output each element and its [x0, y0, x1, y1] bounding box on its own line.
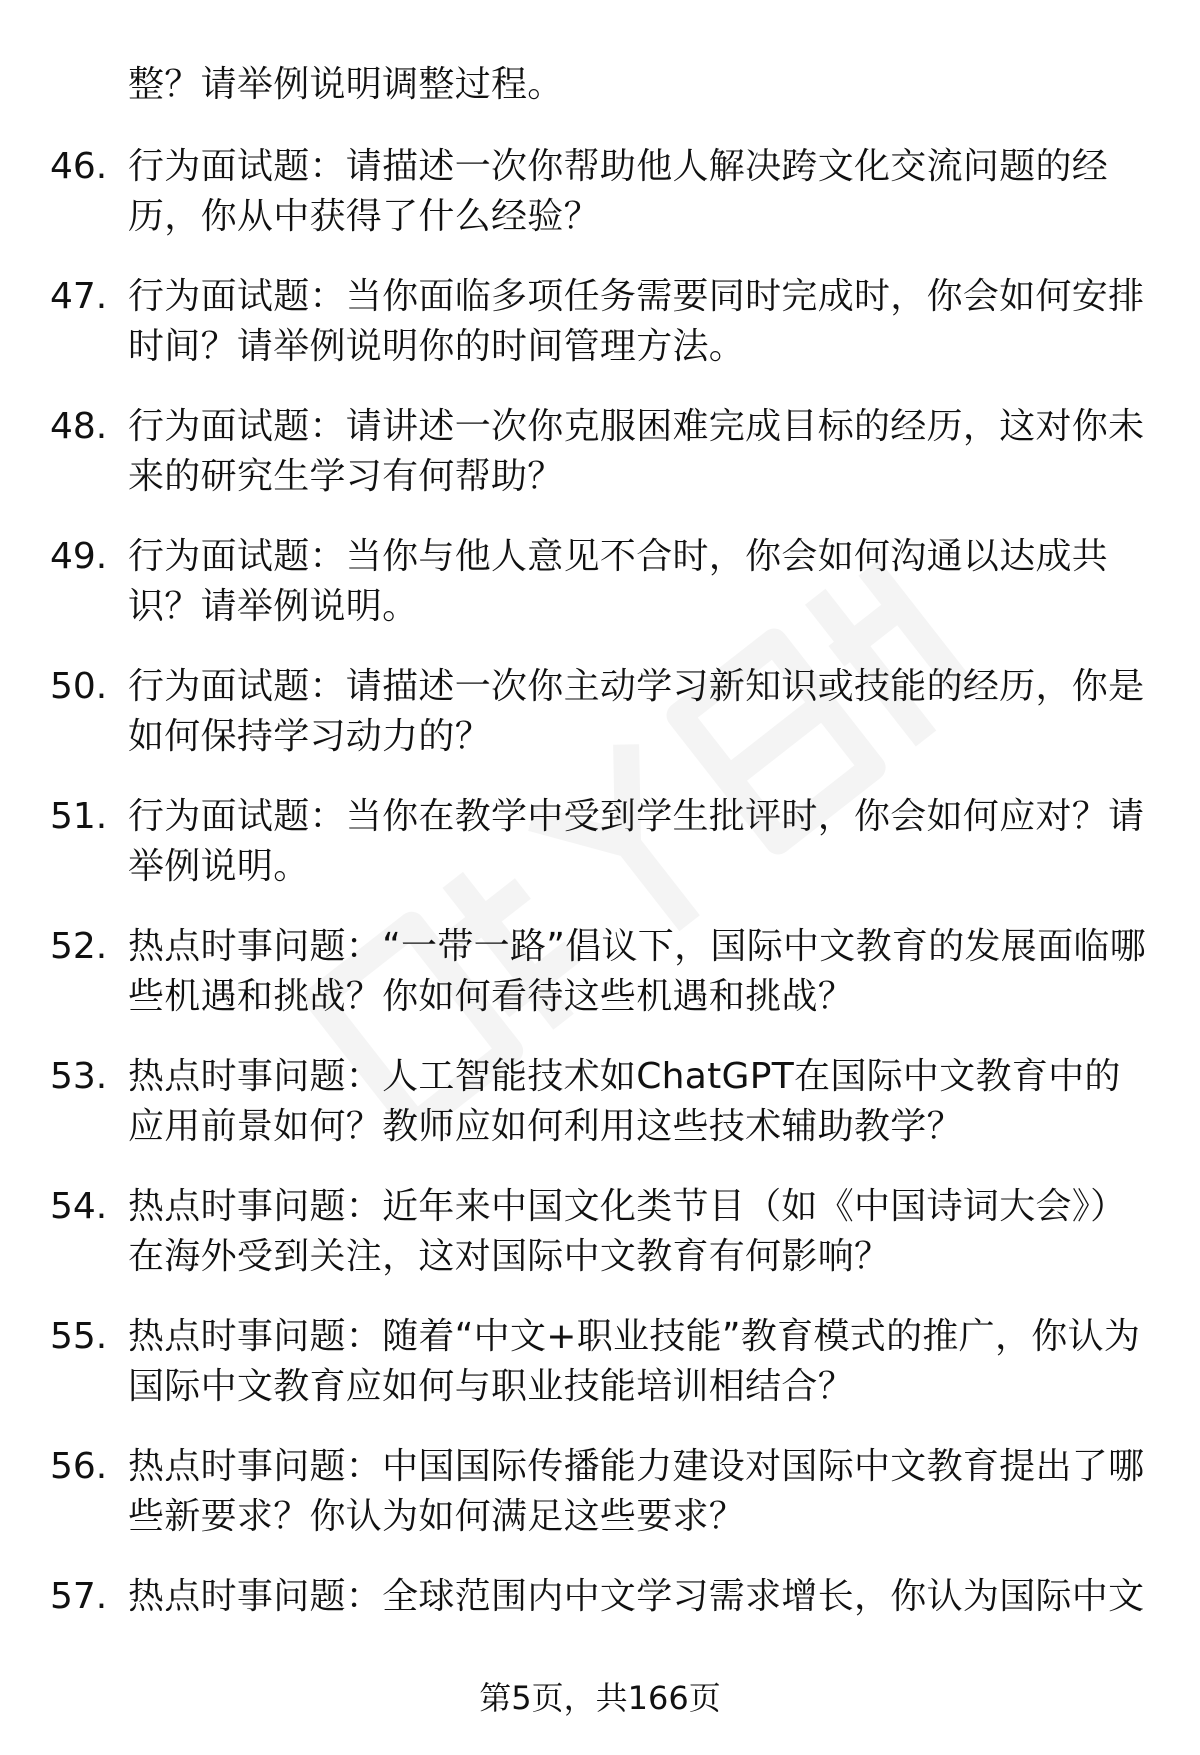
question-text: 行为面试题：当你在教学中受到学生批评时，你会如何应对？请举例说明。: [128, 796, 1145, 887]
question-number: 54.: [50, 1186, 108, 1227]
question-text: 热点时事问题：人工智能技术如ChatGPT在国际中文教育中的应用前景如何？教师应如何利用这些技术辅助教学？: [128, 1056, 1121, 1147]
question-number: 51.: [50, 796, 108, 837]
question-text: 行为面试题：请描述一次你主动学习新知识或技能的经历，你是如何保持学习动力的？: [128, 666, 1145, 757]
question-item: [0, 1182, 1200, 1312]
question-item: [0, 1052, 1200, 1182]
question-list: [0, 142, 1200, 1702]
question-item: [0, 792, 1200, 922]
question-number: 48.: [50, 406, 108, 447]
question-item: [0, 532, 1200, 662]
question-item: [0, 1312, 1200, 1442]
question-item: [0, 402, 1200, 532]
question-item: [0, 662, 1200, 792]
question-number: 50.: [50, 666, 108, 707]
page-footer: 第5页，共166页: [479, 1679, 721, 1717]
question-number: 52.: [50, 926, 108, 967]
question-text: 行为面试题：请讲述一次你克服困难完成目标的经历，这对你未来的研究生学习有何帮助？: [128, 406, 1145, 497]
question-text: 行为面试题：请描述一次你帮助他人解决跨文化交流问题的经历，你从中获得了什么经验？: [128, 146, 1109, 237]
question-text: 热点时事问题：随着“中文+职业技能”教育模式的推广，你认为国际中文教育应如何与职业技能培训相结合？: [128, 1316, 1141, 1407]
question-text: 热点时事问题：中国国际传播能力建设对国际中文教育提出了哪些新要求？你认为如何满足这些要求？: [128, 1446, 1145, 1537]
question-item: [0, 142, 1200, 272]
question-text: 热点时事问题：“一带一路”倡议下，国际中文教育的发展面临哪些机遇和挑战？你如何看待这些机遇和挑战？: [128, 926, 1147, 1017]
question-number: 55.: [50, 1316, 108, 1357]
question-item: [0, 922, 1200, 1052]
question-text: 行为面试题：当你面临多项任务需要同时完成时，你会如何安排时间？请举例说明你的时间管理方法。: [128, 276, 1145, 367]
question-number: 49.: [50, 536, 108, 577]
question-number: 57.: [50, 1576, 108, 1617]
question-number: 47.: [50, 276, 108, 317]
question-text: 热点时事问题：全球范围内中文学习需求增长，你认为国际中文: [128, 1576, 1145, 1617]
question-item: [0, 1442, 1200, 1572]
question-number: 53.: [50, 1056, 108, 1097]
question-number: 46.: [50, 146, 108, 187]
continued-question-text: 整？请举例说明调整过程。: [128, 64, 564, 105]
question-number: 56.: [50, 1446, 108, 1487]
question-text: 行为面试题：当你与他人意见不合时，你会如何沟通以达成共识？请举例说明。: [128, 536, 1109, 627]
question-text: 热点时事问题：近年来中国文化类节目（如《中国诗词大会》）在海外受到关注，这对国际中文教育有何影响？: [128, 1186, 1127, 1277]
question-item: [0, 272, 1200, 402]
